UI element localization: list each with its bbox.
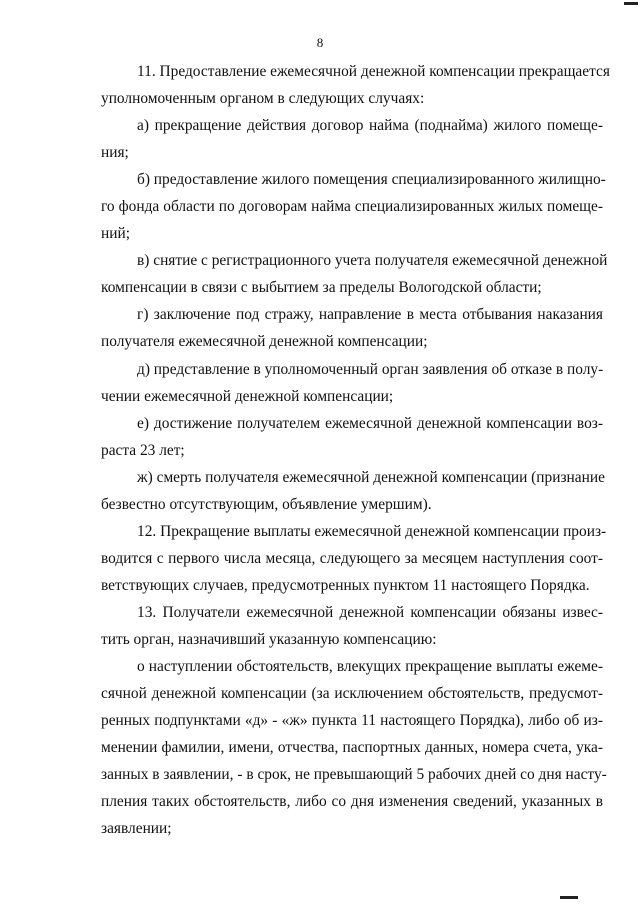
text-line: в) снятие с регистрационного учета получателя ежемесячной денежной [137, 252, 608, 270]
page-number: 8 [316, 35, 324, 50]
text-line: ж) смерть получателя ежемесячной денежной компенсации (признание [137, 468, 605, 486]
paragraph-p11a [101, 112, 603, 166]
text-line: г) заключение под стражу, направление в места отбывания наказания [137, 306, 603, 324]
text-line: занных в заявлении, - в срок, не превышающий 5 рабочих дней со дня насту- [101, 766, 607, 784]
paragraph-p11zh [101, 464, 603, 518]
text-line: б) предоставление жилого помещения специализированного жилищно- [137, 171, 606, 189]
text-line: менении фамилии, имени, отчества, паспортных данных, номера счета, ука- [101, 739, 603, 757]
text-line: д) представление в уполномоченный орган заявления об отказе в полу- [137, 360, 604, 378]
paragraph-p11b [101, 166, 606, 247]
text-line: 12. Прекращение выплаты ежемесячной денежной компенсации произ- [137, 522, 607, 540]
text-line: ний; [101, 225, 130, 243]
text-line: сячной денежной компенсации (за исключением обстоятельств, предусмот- [101, 685, 603, 703]
text-line: заявлении; [101, 820, 172, 838]
text-line: уполномоченным органом в следующих случаях: [101, 90, 425, 108]
paragraph-p13 [101, 599, 603, 653]
text-line: 11. Предоставление ежемесячной денежной компенсации прекращается [137, 63, 610, 80]
paragraph-p11 [101, 58, 610, 112]
text-line: ния; [101, 144, 129, 162]
text-line: тить орган, назначивший указанную компенсацию: [101, 630, 437, 648]
text-line: ветствующих случаев, предусмотренных пунктом 11 настоящего Порядка. [101, 576, 590, 594]
paragraph-p13a [101, 653, 607, 842]
paragraph-p11d [101, 356, 603, 410]
text-line: безвестно отсутствующим, объявление умершим). [101, 495, 432, 513]
paragraph-p12 [101, 518, 607, 599]
text-line: компенсации в связи с выбытием за пределы Вологодской области; [101, 279, 542, 297]
text-line: о наступлении обстоятельств, влекущих прекращение выплаты ежеме- [137, 658, 603, 676]
text-line: е) достижение получателем ежемесячной денежной компенсации воз- [137, 414, 603, 432]
scan-mark-bottom [560, 896, 578, 899]
text-line: раста 23 лет; [101, 441, 185, 459]
text-line: ренных подпунктами «д» - «ж» пункта 11 настоящего Порядка), либо об из- [101, 712, 603, 730]
text-line: получателя ежемесячной денежной компенсации; [101, 333, 428, 351]
document-body [101, 58, 610, 842]
paragraph-p11g [101, 301, 603, 355]
text-line: водится с первого числа месяца, следующего за месяцем наступления соот- [101, 549, 603, 567]
paragraph-p11e [101, 410, 603, 464]
text-line: го фонда области по договорам найма специализированных жилых помеще- [101, 198, 603, 216]
text-line: 13. Получатели ежемесячной денежной компенсации обязаны извес- [137, 603, 603, 621]
text-line: пления таких обстоятельств, либо со дня изменения сведений, указанных в [101, 793, 603, 811]
paragraph-p11v [101, 247, 608, 301]
scan-mark-top [624, 2, 638, 5]
text-line: а) прекращение действия договор найма (поднайма) жилого помеще- [137, 117, 603, 135]
text-line: чении ежемесячной денежной компенсации; [101, 387, 394, 405]
